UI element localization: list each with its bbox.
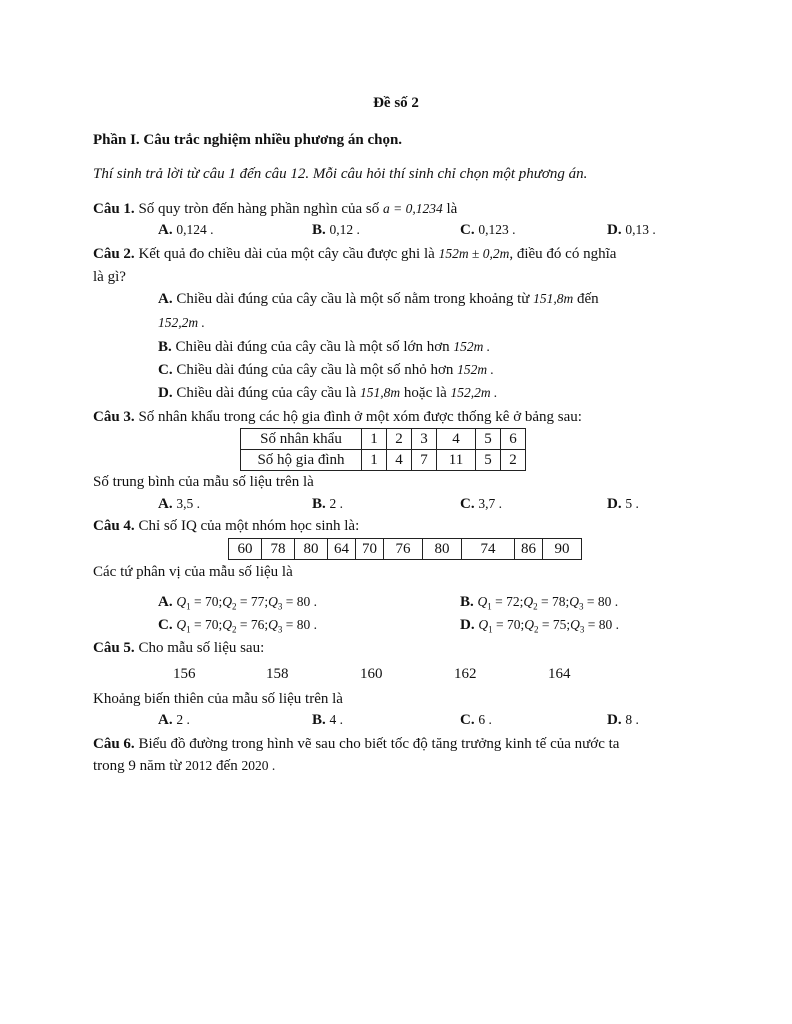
iq-table — [228, 538, 582, 560]
option-value: 6 . — [478, 712, 492, 727]
table-cell: 5 — [476, 450, 501, 471]
option-text: Chiều dài đúng của cây cầu là — [172, 385, 361, 401]
math-expression: 152,2m . — [158, 315, 205, 330]
quartile-q2: $Q_2 = 76$; — [222, 617, 269, 635]
option-letter: A. — [158, 712, 173, 728]
math-expression: 152m . — [457, 362, 494, 377]
math-expression: 2012 — [185, 758, 213, 773]
table-cell: 4 — [437, 429, 476, 450]
quartile-value: 76 — [250, 617, 265, 632]
option-text: Chiều dài đúng của cây cầu là một số lớn hơn — [171, 339, 454, 355]
option-b[interactable] — [460, 592, 618, 617]
option-value: 3,7 . — [478, 496, 502, 511]
question-text: trong 9 năm từ — [93, 758, 186, 774]
question-label: Câu 6. — [93, 736, 135, 752]
question-text: là — [442, 201, 458, 217]
question-6 — [93, 734, 619, 754]
math-expression: 152m ± 0,2m — [438, 246, 510, 261]
quartile-value: 70 — [204, 617, 219, 632]
option-letter: B. — [312, 222, 326, 238]
quartile-q1: $Q_1 = 72$; — [477, 594, 524, 612]
option-value: 4 . — [329, 712, 344, 727]
option-letter: B. — [312, 496, 326, 512]
table-cell: 2 — [387, 429, 412, 450]
option-letter: D. — [158, 385, 173, 401]
question-5 — [93, 638, 264, 658]
table-cell: 90 — [543, 539, 582, 560]
table-cell: 78 — [262, 539, 295, 560]
option-letter: D. — [460, 617, 475, 633]
sample-value: 164 — [548, 666, 571, 682]
question-text: Số quy tròn đến hàng phần nghìn của số — [134, 201, 383, 217]
sample-value: 158 — [266, 666, 289, 682]
option-value: 0,12 . — [329, 222, 360, 237]
question-label: Câu 1. — [93, 201, 135, 217]
math-expression: a = 0,1234 — [383, 201, 443, 216]
quartile-q1: $Q_1 = 70$; — [478, 617, 525, 635]
question-text: đến — [212, 758, 242, 774]
option-c[interactable] — [158, 360, 494, 380]
question-text: Các tứ phân vị của mẫu số liệu là — [93, 564, 293, 580]
option-letter: A. — [158, 496, 173, 512]
option-b[interactable] — [312, 220, 360, 240]
quartile-value: 70 — [506, 617, 521, 632]
math-expression: 2020 . — [241, 758, 276, 773]
option-letter: A. — [158, 594, 173, 610]
quartile-value: 80 — [598, 617, 613, 632]
quartile-q3: $Q_3 = 80$ . — [268, 594, 317, 612]
question-text: Chỉ số IQ của một nhóm học sinh là: — [134, 518, 360, 534]
option-text: Chiều dài đúng của cây cầu là một số nhỏ hơn — [172, 362, 458, 378]
option-b[interactable] — [158, 337, 490, 357]
option-a[interactable] — [158, 710, 190, 730]
sample-value: 160 — [360, 666, 383, 682]
table-row — [241, 429, 526, 450]
table-cell: 80 — [423, 539, 462, 560]
option-a[interactable] — [158, 289, 599, 309]
question-label: Câu 2. — [93, 246, 135, 262]
table-cell: 80 — [295, 539, 328, 560]
option-letter: C. — [460, 712, 475, 728]
quartile-q2: $Q_2 = 77$; — [222, 594, 269, 612]
quartile-value: 80 — [296, 617, 311, 632]
question-text: Số nhân khẩu trong các hộ gia đình ở một xóm được thống kê ở bảng sau: — [134, 409, 582, 425]
option-letter: D. — [607, 496, 622, 512]
quartile-value: 70 — [204, 594, 219, 609]
option-a[interactable] — [158, 220, 213, 240]
option-letter: C. — [460, 222, 475, 238]
table-cell: 86 — [515, 539, 543, 560]
option-b[interactable] — [312, 710, 343, 730]
table-cell: 70 — [356, 539, 384, 560]
question-text — [93, 756, 275, 776]
option-d[interactable] — [607, 494, 639, 514]
quartile-q3: $Q_3 = 80$ . — [570, 617, 619, 635]
quartile-value: 80 — [296, 594, 311, 609]
option-value: 0,13 . — [625, 222, 656, 237]
option-text: hoặc là — [400, 385, 451, 401]
option-value: 2 . — [176, 712, 190, 727]
option-d[interactable] — [158, 383, 497, 403]
table-cell: 74 — [462, 539, 515, 560]
option-value: 0,124 . — [176, 222, 214, 237]
page-title: Đề số 2 — [373, 95, 419, 111]
table-cell: 60 — [229, 539, 262, 560]
table-cell: 11 — [437, 450, 476, 471]
table-cell: 1 — [362, 429, 387, 450]
table-header-cell: Số nhân khẩu — [241, 429, 362, 450]
question-label: Câu 4. — [93, 518, 135, 534]
table-cell: 64 — [328, 539, 356, 560]
option-letter: A. — [158, 291, 173, 307]
option-c[interactable] — [460, 494, 502, 514]
option-letter: D. — [607, 712, 622, 728]
table-cell: 2 — [501, 450, 526, 471]
table-cell: 3 — [412, 429, 437, 450]
option-b[interactable] — [312, 494, 343, 514]
instruction: Thí sinh trả lời từ câu 1 đến câu 12. Mỗi câu hỏi thí sinh chỉ chọn một phương án. — [93, 166, 588, 182]
option-letter: D. — [607, 222, 622, 238]
table-cell: 7 — [412, 450, 437, 471]
table-cell: 1 — [362, 450, 387, 471]
table-row — [229, 539, 582, 560]
part-heading: Phần I. Câu trắc nghiệm nhiều phương án chọn. — [93, 132, 403, 148]
quartile-value: 80 — [597, 594, 612, 609]
household-table — [240, 428, 526, 471]
quartile-value: 72 — [506, 594, 520, 609]
table-cell: 5 — [476, 429, 501, 450]
question-2 — [93, 244, 616, 264]
option-d[interactable] — [607, 220, 656, 240]
question-3 — [93, 407, 582, 427]
option-c[interactable] — [158, 615, 317, 640]
option-d[interactable] — [607, 710, 639, 730]
question-text: Số trung bình của mẫu số liệu trên là — [93, 474, 314, 490]
quartile-q1: $Q_1 = 70$; — [176, 617, 223, 635]
quartile-q3: $Q_3 = 80$ . — [569, 594, 619, 612]
option-letter: A. — [158, 222, 173, 238]
option-letter: C. — [158, 362, 173, 378]
table-header-cell: Số hộ gia đình — [241, 450, 362, 471]
quartile-q1: $Q_1 = 70$; — [176, 594, 223, 612]
option-value: 2 . — [329, 496, 344, 511]
sample-value: 156 — [173, 666, 196, 682]
quartile-q3: $Q_3 = 80$ . — [268, 617, 317, 635]
option-letter: B. — [312, 712, 326, 728]
quartile-value: 78 — [552, 594, 566, 609]
option-d[interactable] — [460, 615, 619, 640]
question-label: Câu 5. — [93, 640, 135, 656]
question-text: Kết quả đo chiều dài của một cây cầu được ghi là — [134, 246, 439, 262]
sample-value: 162 — [454, 666, 477, 682]
option-value: 0,123 . — [478, 222, 516, 237]
math-expression: 152,2m . — [450, 385, 498, 400]
question-1 — [93, 199, 457, 219]
math-expression: 151,8m — [360, 385, 401, 400]
question-label: Câu 3. — [93, 409, 135, 425]
question-text: Biểu đồ đường trong hình vẽ sau cho biết tốc độ tăng trưởng kinh tế của nước ta — [134, 736, 620, 752]
table-cell: 76 — [384, 539, 423, 560]
question-text: , điều đó có nghĩa — [509, 246, 617, 262]
table-cell: 4 — [387, 450, 412, 471]
math-expression: 152m . — [453, 339, 491, 354]
option-text: đến — [573, 291, 599, 307]
option-letter: C. — [158, 617, 173, 633]
option-c[interactable] — [460, 220, 515, 240]
option-value: 3,5 . — [176, 496, 200, 511]
option-value: 5 . — [625, 496, 639, 511]
quartile-q2: $Q_2 = 75$; — [524, 617, 571, 635]
option-letter: B. — [158, 339, 172, 355]
math-expression: 151,8m — [533, 291, 574, 306]
table-cell: 6 — [501, 429, 526, 450]
question-4 — [93, 516, 359, 536]
option-letter: B. — [460, 594, 474, 610]
table-row — [241, 450, 526, 471]
question-text: Khoảng biến thiên của mẫu số liệu trên là — [93, 691, 343, 707]
quartile-value: 77 — [250, 594, 265, 609]
question-text: Cho mẫu số liệu sau: — [134, 640, 265, 656]
quartile-value: 75 — [552, 617, 567, 632]
option-letter: C. — [460, 496, 475, 512]
option-value: 8 . — [625, 712, 639, 727]
option-a[interactable] — [158, 494, 200, 514]
question-text: là gì? — [93, 269, 126, 285]
option-c[interactable] — [460, 710, 492, 730]
option-text: Chiều dài đúng của cây cầu là một số nằm trong khoảng từ — [172, 291, 534, 307]
quartile-q2: $Q_2 = 78$; — [523, 594, 570, 612]
option-a[interactable] — [158, 592, 317, 617]
